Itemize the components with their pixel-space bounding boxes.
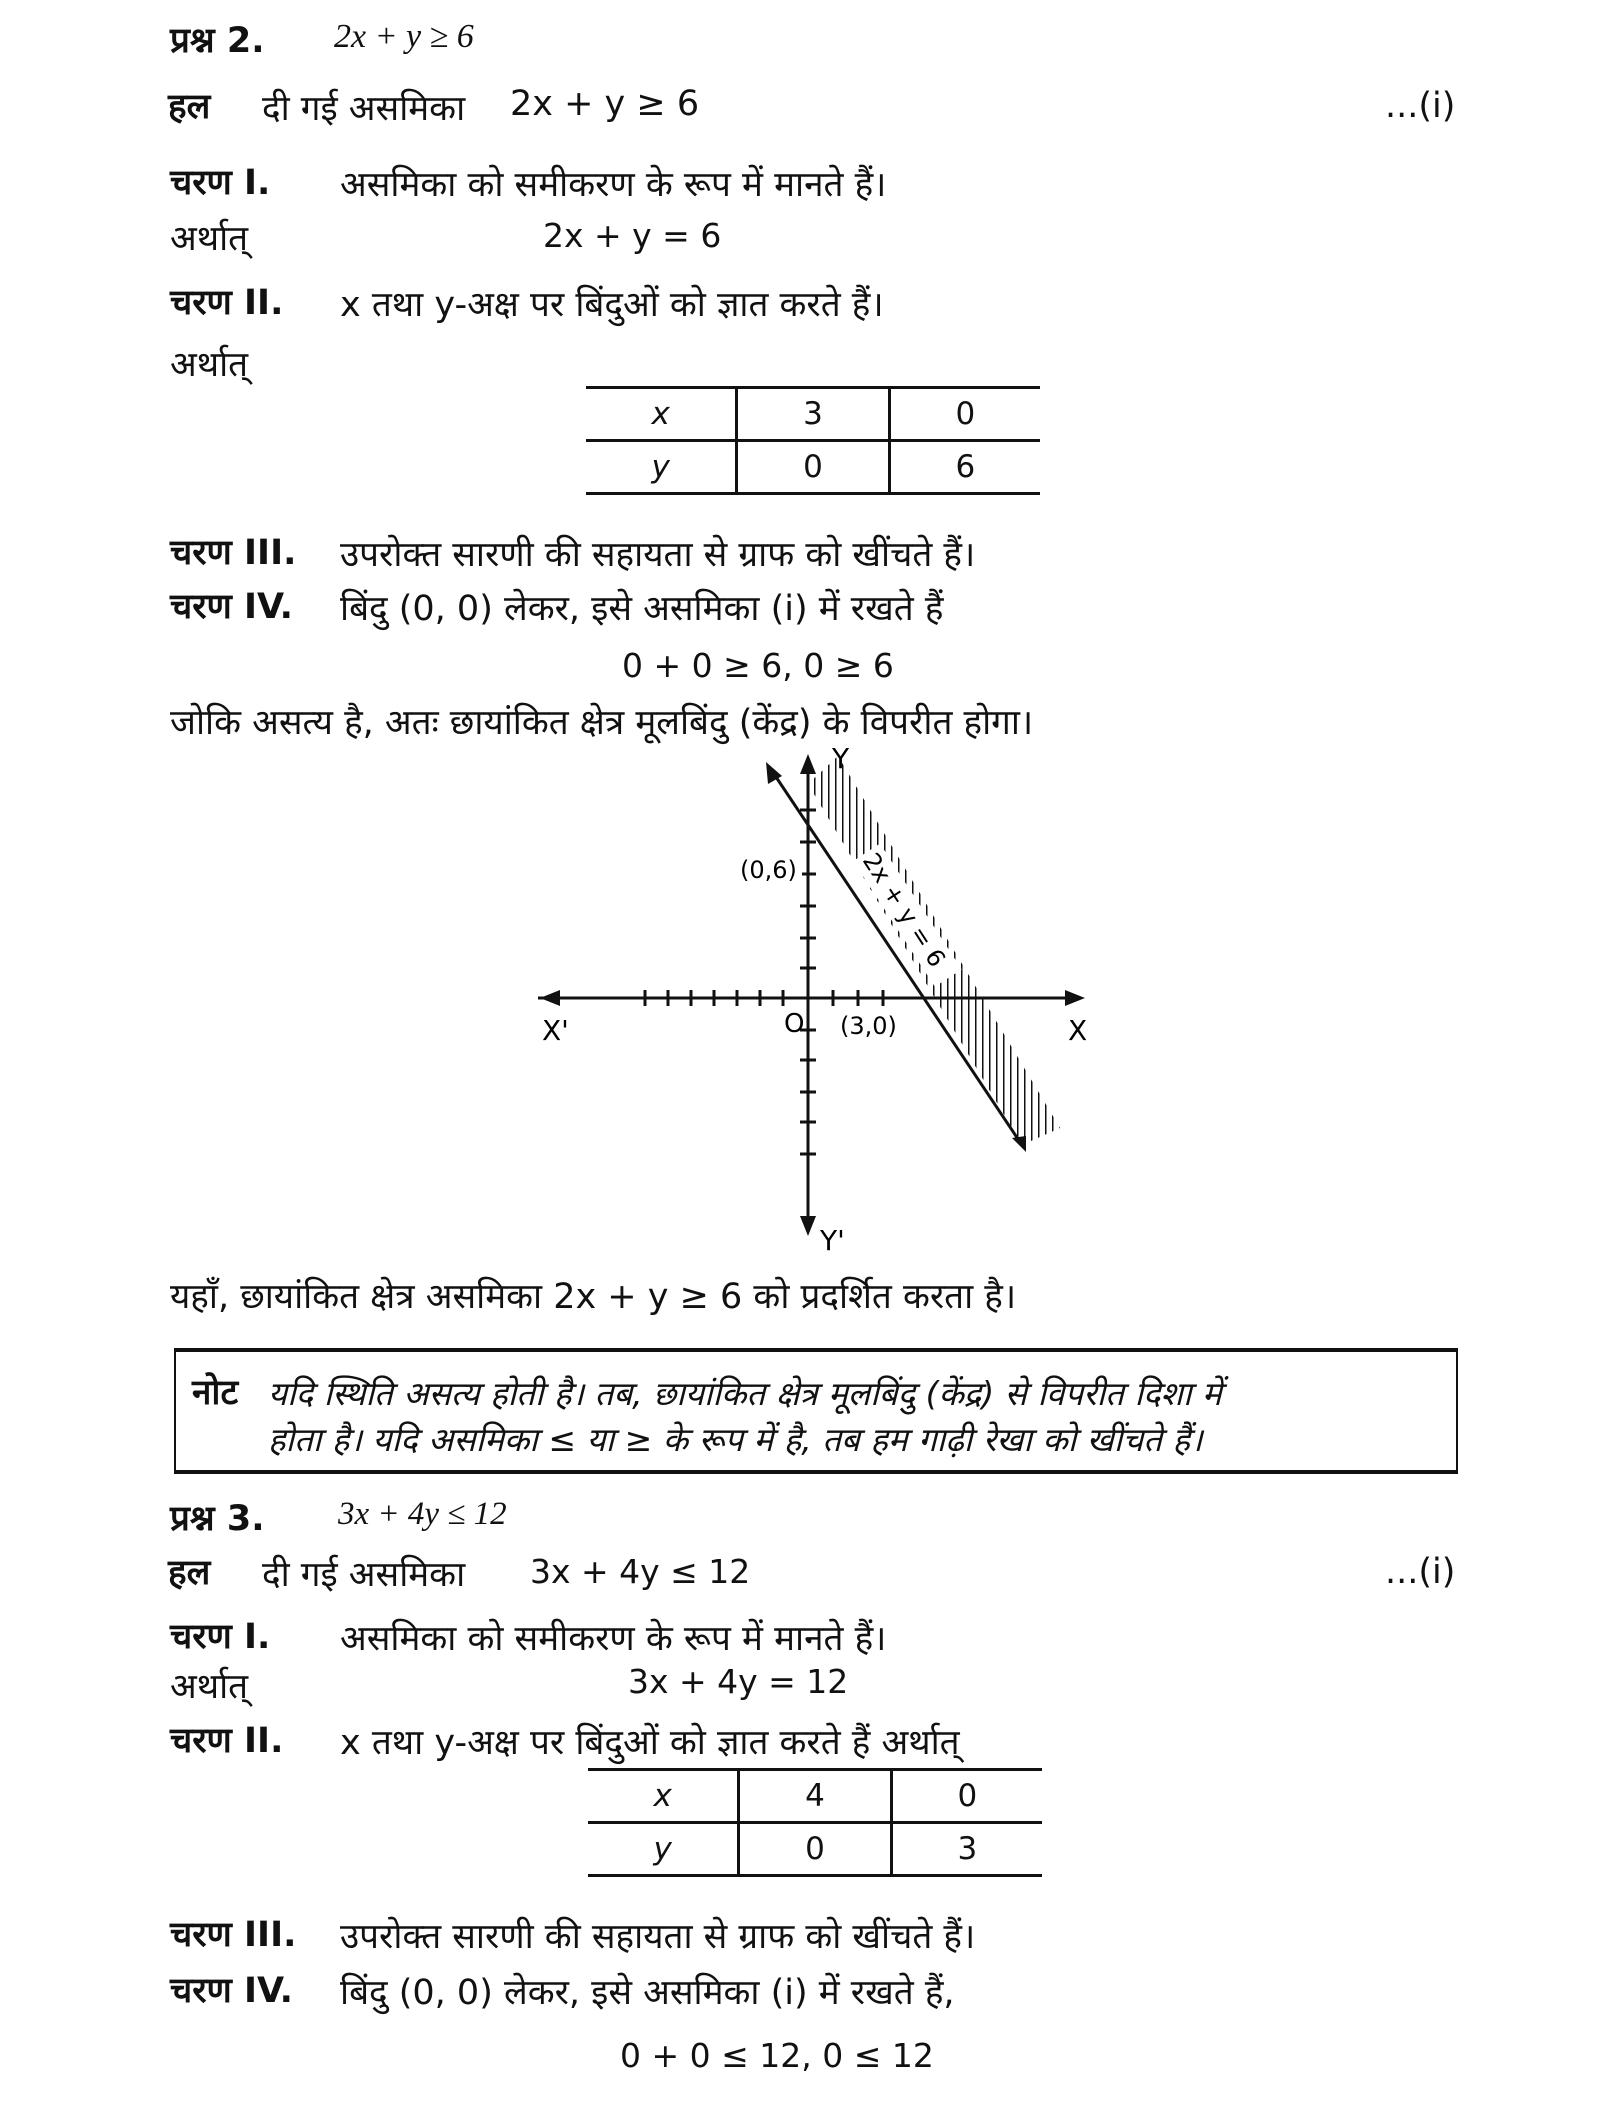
table-row [588, 1823, 1042, 1876]
q2-step4-text: बिंदु (0, 0) लेकर, इसे असमिका (i) में रखते हैं [340, 589, 944, 629]
x-neg-axis-label: X' [542, 1014, 569, 1047]
q2-values-table [586, 386, 1040, 495]
q3-heading: प्रश्न 3. [170, 1499, 265, 1539]
table-cell: 0 [889, 388, 1040, 441]
q2-given-expr: 2x + y ≥ 6 [510, 84, 700, 124]
point-x-intercept-label: (3,0) [840, 1012, 897, 1040]
q2-step4-label: चरण IV. [170, 587, 293, 627]
q2-step1-label: चरण I. [170, 163, 271, 203]
q3-hal-label: हल [168, 1553, 211, 1593]
q2-step3-label: चरण III. [170, 533, 297, 573]
q2-hal-label: हल [168, 87, 211, 127]
q2-conclusion: जोकि असत्य है, अतः छायांकित क्षेत्र मूलबिंदु (केंद्र) के विपरीत होगा। [170, 703, 1034, 743]
q2-check: 0 + 0 ≥ 6, 0 ≥ 6 [622, 646, 894, 685]
q3-arthat: अर्थात् [170, 1667, 249, 1707]
q3-given-text: दी गई असमिका [262, 1555, 466, 1595]
q2-step2-text: x तथा y-अक्ष पर बिंदुओं को ज्ञात करते हैं। [340, 285, 884, 325]
note-line-1: यदि स्थिति असत्य होती है। तब, छायांकित क्षेत्र मूलबिंदु (केंद्र) से विपरीत दिशा में [268, 1374, 1222, 1413]
table-cell: 0 [739, 1823, 891, 1876]
y-axis-label: Y [832, 742, 850, 775]
point-y-intercept-label: (0,6) [740, 856, 797, 884]
table-cell: 3 [737, 388, 889, 441]
table-cell: y [588, 1823, 739, 1876]
q2-equation: 2x + y = 6 [543, 216, 722, 255]
x-axis-right-arrow-icon [1065, 990, 1085, 1006]
q2-step3-text: उपरोक्त सारणी की सहायता से ग्राफ को खींचते हैं। [340, 535, 976, 575]
q3-step2-text: x तथा y-अक्ष पर बिंदुओं को ज्ञात करते हैं अर्थात् [340, 1723, 960, 1763]
q2-graph [520, 740, 1120, 1260]
q3-step3-text: उपरोक्त सारणी की सहायता से ग्राफ को खींचते हैं। [340, 1917, 976, 1957]
q2-given-text: दी गई असमिका [262, 89, 466, 129]
table-cell: 0 [737, 441, 889, 494]
q3-check: 0 + 0 ≤ 12, 0 ≤ 12 [620, 2036, 934, 2075]
y-axis-up-arrow-icon [800, 754, 816, 774]
q2-arthat2: अर्थात् [170, 345, 249, 385]
y-neg-axis-label: Y' [820, 1224, 845, 1257]
table-row [588, 1770, 1042, 1823]
y-axis-down-arrow-icon [800, 1216, 816, 1236]
table-row [586, 441, 1040, 494]
table-cell: 3 [891, 1823, 1042, 1876]
note-label: नोट [192, 1373, 239, 1413]
table-row [586, 388, 1040, 441]
q2-step1-text: असमिका को समीकरण के रूप में मानते हैं। [340, 165, 887, 205]
q3-step3-label: चरण III. [170, 1915, 297, 1955]
q3-step1-label: चरण I. [170, 1617, 271, 1657]
note-box [174, 1348, 1458, 1474]
q3-step1-text: असमिका को समीकरण के रूप में मानते हैं। [340, 1619, 887, 1659]
q3-given-expr: 3x + 4y ≤ 12 [530, 1552, 751, 1591]
q3-ref: ...(i) [1385, 1552, 1456, 1592]
table-cell: 0 [891, 1770, 1042, 1823]
q2-ref: ...(i) [1385, 86, 1456, 126]
q3-step2-label: चरण II. [170, 1721, 284, 1761]
q3-question: 3x + 4y ≤ 12 [338, 1496, 507, 1532]
q3-equation: 3x + 4y = 12 [628, 1662, 849, 1701]
q3-step4-text: बिंदु (0, 0) लेकर, इसे असमिका (i) में रखते हैं, [340, 1973, 955, 2013]
q2-arthat: अर्थात् [170, 219, 249, 259]
note-line-2: होता है। यदि असमिका ≤ या ≥ के रूप में है, तब हम गाढ़ी रेखा को खींचते हैं। [268, 1420, 1203, 1459]
table-cell: y [586, 441, 737, 494]
q3-step4-label: चरण IV. [170, 1971, 293, 2011]
table-cell: x [586, 388, 737, 441]
q2-heading: प्रश्न 2. [170, 21, 265, 61]
table-cell: x [588, 1770, 739, 1823]
q2-result: यहाँ, छायांकित क्षेत्र असमिका 2x + y ≥ 6 को प्रदर्शित करता है। [170, 1277, 1017, 1317]
origin-label: O [784, 1009, 805, 1039]
table-cell: 4 [739, 1770, 891, 1823]
boundary-line-label: 2x + y = 6 [856, 848, 952, 973]
q2-question: 2x + y ≥ 6 [334, 18, 474, 55]
table-cell: 6 [889, 441, 1040, 494]
line-bottom-arrow-icon [1012, 1136, 1026, 1152]
q3-values-table [588, 1768, 1042, 1877]
x-axis-left-arrow-icon [540, 990, 560, 1006]
x-axis-label: X [1068, 1014, 1088, 1047]
q2-step2-label: चरण II. [170, 283, 284, 323]
